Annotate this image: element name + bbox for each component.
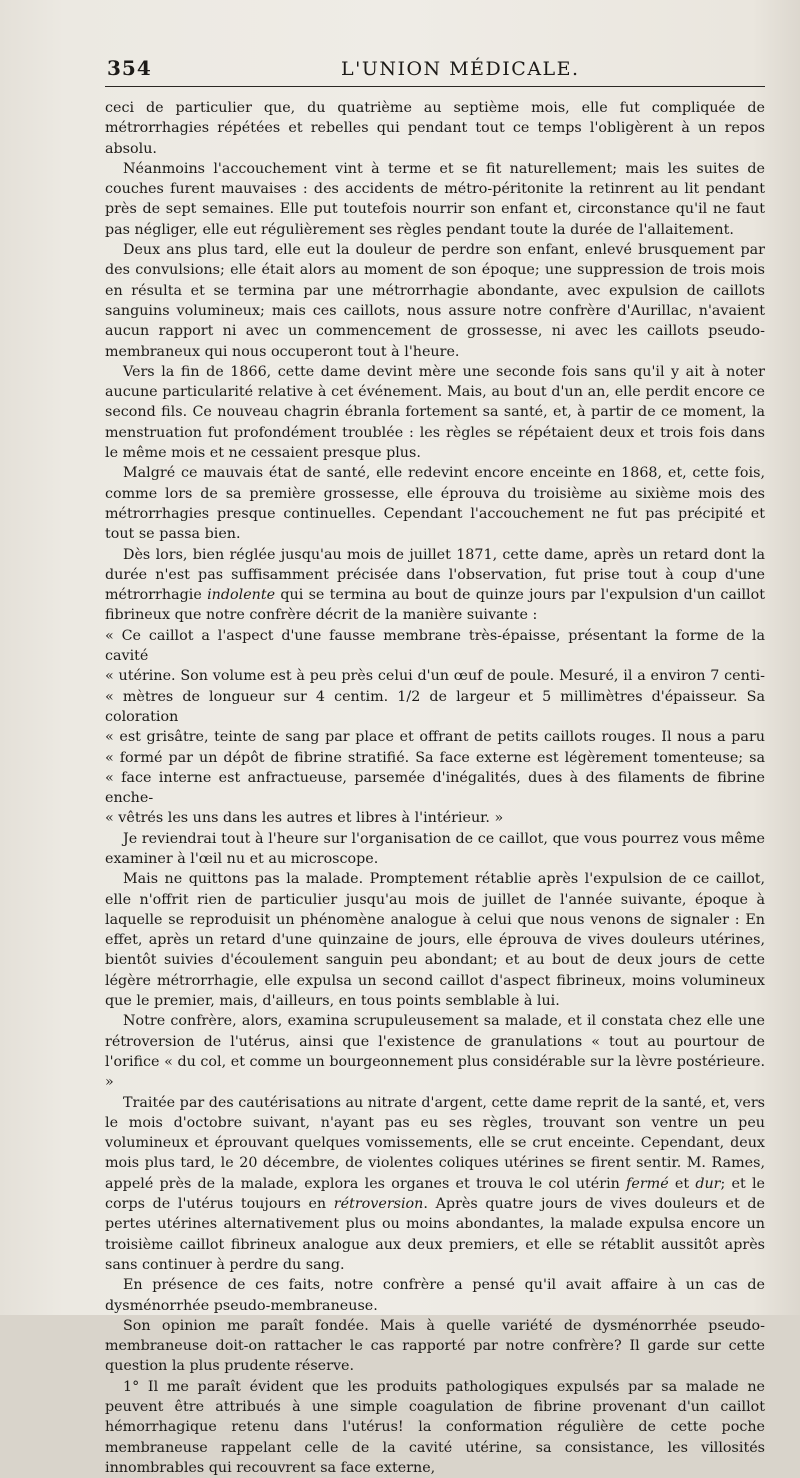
text-run: et (668, 1175, 696, 1192)
paragraph-p12 (105, 1316, 765, 1377)
italic-term: indolente (207, 587, 276, 604)
text-run: 1° Il me paraît évident que les produits pathologiques expulsés par sa malade ne peuvent être attribués à une simple coagulation de fibrine provenant d'un caillot hémorrhagique retenu dans l'utérus! la conformation régulière de cette poche membraneuse rappelant celle de la cavité utérine, sa consistance, les villosités innombrables qui recouvrent sa face externe, (105, 1378, 765, 1476)
paragraph-p3 (105, 240, 765, 362)
quote-line: « mètres de longueur sur 4 centim. 1/2 de largeur et 5 millimètres d'épaisseur. Sa coloration (105, 688, 765, 725)
quote-line: « face interne est anfractueuse, parsemée d'inégalités, dues à des filaments de fibrine enche- (105, 769, 765, 807)
text-run: Néanmoins l'accouchement vint à terme et se fit naturellement; mais les suites de couches furent mauvaises : des accidents de métro-péritonite la retinrent au lit pendant près de sept semaines. Elle put toutefois nourrir son enfant et, circonstance qu'il ne faut pas négliger, elle eut régulièrement ses règles pendant toute la durée de l'allaitement. (105, 160, 765, 238)
text-run: Mais ne quittons pas la malade. Promptement rétablie après l'expulsion de ce caillot, elle n'offrit rien de particulier jusqu'au mois de juillet de l'année suivante, époque à laquelle se reproduisit un phénomène analogue à celui que nous venons de signaler : En effet, après un retard d'une quinzaine de jours, elle éprouva de vives douleurs utérines, bientôt suivies d'écoulement sanguin peu abondant; et au bout de deux jours de cette légère métrorrhagie, elle expulsa un second caillot d'aspect fibrineux, moins volumineux que le premier, mais, d'ailleurs, en tous points semblable à lui. (105, 871, 765, 1010)
text-run: Deux ans plus tard, elle eut la douleur de perdre son enfant, enlevé brusquement par des convulsions; elle était alors au moment de son époque; une suppression de trois mois en résulta et se termina par une métrorrhagie abondante, avec expulsion de caillots sanguins volumineux; mais ces caillots, nous assure notre confrère d'Aurillac, n'avaient aucun rapport ni avec un commencement de grossesse, ni avec les caillots pseudo-membraneux qui nous occuperont tout à l'heure. (105, 242, 765, 360)
quote-line: « vêtrés les uns dans les autres et libres à l'intérieur. » (105, 810, 504, 827)
paragraph-p10 (105, 1093, 765, 1276)
quoted-description (105, 626, 765, 829)
text-run: Je reviendrai tout à l'heure sur l'organisation de ce caillot, que vous pourrez vous même examiner à l'œil nu et au microscope. (105, 830, 765, 867)
italic-term: fermé (626, 1175, 669, 1192)
text-run: En présence de ces faits, notre confrère a pensé qu'il avait affaire à un cas de dysménorrhée pseudo-membraneuse. (105, 1277, 765, 1314)
paragraph-p4 (105, 362, 765, 463)
quote-line: « utérine. Son volume est à peu près celui d'un œuf de poule. Mesuré, il a environ 7 centi- (105, 668, 765, 685)
paragraph-p7 (105, 829, 765, 870)
paragraph-p9 (105, 1011, 765, 1092)
text-run: Son opinion me paraît fondée. Mais à quelle variété de dysménorrhée pseudo-membraneuse doit-on rattacher le cas rapporté par notre confrère? Il garde sur cette question la plus prudente réserve. (105, 1317, 765, 1375)
quote-line: « formé par un dépôt de fibrine stratifié. Sa face externe est légèrement tomenteuse; sa (105, 749, 765, 766)
paragraph-p8 (105, 869, 765, 1011)
quote-line: « Ce caillot a l'aspect d'une fausse membrane très-épaisse, présentant la forme de la cavité (105, 627, 765, 665)
text-run: ceci de particulier que, du quatrième au septième mois, elle fut compliquée de métrorrhagies répétées et rebelles qui pendant tout ce temps l'obligèrent à un repos absolu. (105, 100, 765, 157)
quote-line: « est grisâtre, teinte de sang par place et offrant de petits caillots rouges. Il nous a paru (105, 729, 765, 746)
text-run: Dès lors, bien réglée jusqu'au mois de juillet 1871, cette dame, après un retard dont la durée n'est pas suffisamment précisée dans l'observation, fut prise tout à coup d'une métrorrhagie (105, 546, 765, 604)
text-run: Traitée par des cautérisations au nitrate d'argent, cette dame reprit de la santé, et, vers le mois d'octobre suivant, n'ayant pas eu ses règles, trouvant son ventre un peu volumineux et éprouvant quelques vomissements, elle se crut enceinte. Cependant, deux mois plus tard, le 20 décembre, de violentes coliques utérines se firent sentir. M. Rames, appelé près de la malade, explora les organes et trouva le col utérin (105, 1094, 765, 1192)
text-run: ; et le corps de l'utérus toujours en (105, 1175, 765, 1213)
paragraph-p5 (105, 463, 765, 544)
text-run: Vers la fin de 1866, cette dame devint mère une seconde fois sans qu'il y ait à noter aucune particularité relative à cet événement. Mais, au bout d'un an, elle perdit encore ce second fils. Ce nouveau chagrin ébranla fortement sa santé, et, à partir de ce moment, la menstruation fut profondément troublée : les règles se répétaient deux et trois fois dans le même mois et ne cessaient presque plus. (105, 363, 765, 462)
page-header (105, 56, 765, 87)
text-run: . Après quatre jours de vives douleurs et de pertes utérines alternativement plus ou moins abondantes, la malade expulsa encore un troisième caillot fibrineux analogue aux deux premiers, et elle se rétablit aussitôt après sans continuer à perdre du sang. (105, 1196, 765, 1273)
running-title: L'UNION MÉDICALE. (341, 58, 580, 80)
paragraph-p6 (105, 545, 765, 626)
paragraph-p11 (105, 1275, 765, 1316)
italic-term: dur (695, 1175, 721, 1192)
paragraph-p1 (105, 98, 765, 159)
text-run: Malgré ce mauvais état de santé, elle redevint encore enceinte en 1868, et, cette fois, comme lors de sa première grossesse, elle éprouva du troisième au sixième mois des métrorrhagies presque continuelles. Cependant l'accouchement ne fut pas précipité et tout se passa bien. (105, 465, 765, 543)
article-body (105, 98, 765, 1478)
paragraph-p13 (105, 1377, 765, 1478)
text-run: Notre confrère, alors, examina scrupuleusement sa malade, et il constata chez elle une rétroversion de l'utérus, ainsi que l'existence de granulations « tout au pourtour de l'orifice « du col, et comme un bourgeonnement plus considérable sur la lèvre postérieure. » (105, 1013, 765, 1091)
text-run: qui se termina au bout de quinze jours par l'expulsion d'un caillot fibrineux que notre confrère décrit de la manière suivante : (105, 587, 765, 624)
paragraph-p2 (105, 159, 765, 240)
italic-term: rétroversion (333, 1196, 424, 1213)
page-number: 354 (107, 56, 152, 80)
